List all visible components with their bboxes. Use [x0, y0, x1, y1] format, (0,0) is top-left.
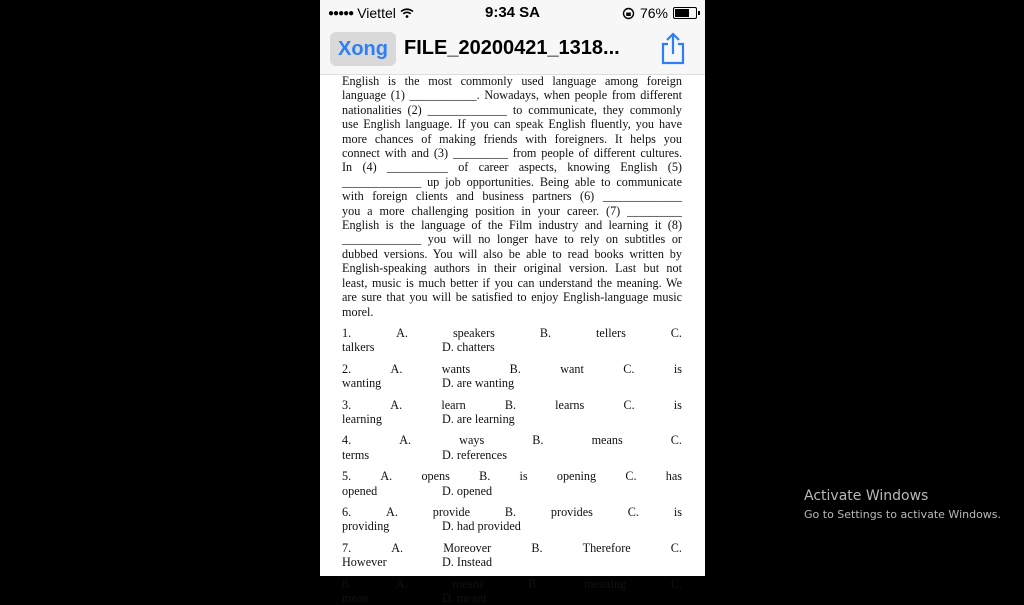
clock: 9:34 SA: [484, 4, 541, 21]
option-token: opens: [421, 469, 450, 484]
passage-line: more chances of making friends with foreigners. It helps you: [342, 131, 682, 146]
option-token: learns: [555, 397, 585, 412]
option-token: 7.: [342, 540, 352, 555]
question-options-row: [342, 398, 682, 412]
signal-dots-icon: ●●●●●: [328, 7, 354, 19]
option-token: learn: [441, 397, 466, 412]
passage-line: English is the language of the Film industry and learning it (8): [342, 218, 682, 233]
passage-line: _____________ up job opportunities. Being able to communicate: [342, 174, 682, 189]
document-content[interactable]: [342, 74, 682, 605]
nav-bar: [320, 26, 705, 75]
passage-line: connect with and (3) _________ from people of different cultures.: [342, 146, 682, 161]
option-token: provide: [432, 504, 470, 519]
battery-icon: [673, 7, 697, 19]
option-token: 1.: [342, 325, 352, 340]
question-options-row: [342, 326, 682, 340]
option-token: B.: [479, 469, 491, 484]
question-item: [342, 398, 682, 427]
option-token: D. are learning: [442, 411, 515, 426]
option-token: is: [519, 469, 528, 484]
share-icon[interactable]: [659, 32, 687, 66]
option-token: A.: [390, 361, 403, 376]
option-token: D. opened: [442, 483, 493, 498]
option-token: Moreover: [443, 540, 492, 555]
option-token: B.: [532, 433, 544, 448]
option-token: C.: [623, 361, 635, 376]
option-token: 8.: [342, 576, 352, 591]
option-token: 3.: [342, 397, 352, 412]
option-token: 6.: [342, 504, 352, 519]
option-token: has: [665, 469, 682, 484]
question-item: [342, 433, 682, 462]
option-token: meaning: [584, 576, 627, 591]
question-options-row: [342, 577, 682, 591]
passage-line: dubbed versions. You will also be able to read books written by: [342, 246, 682, 261]
reading-passage: [342, 74, 682, 319]
option-token: 4.: [342, 433, 352, 448]
question-options-row: [342, 433, 682, 447]
option-token: opening: [556, 469, 597, 484]
option-token: C.: [623, 397, 635, 412]
option-token: mean: [342, 591, 369, 605]
option-token: A.: [390, 397, 403, 412]
option-token: is: [673, 504, 682, 519]
watermark-subtitle: Go to Settings to activate Windows.: [804, 508, 1002, 521]
passage-line: English is the most commonly used language among foreign: [342, 74, 682, 88]
rotation-lock-icon: [622, 7, 635, 20]
question-options-continued: [342, 591, 682, 605]
option-token: C.: [670, 433, 682, 448]
question-options-row: [342, 541, 682, 555]
option-token: terms: [342, 447, 370, 462]
question-item: [342, 469, 682, 498]
option-token: is: [673, 361, 682, 376]
battery-percent: 76%: [639, 5, 668, 21]
option-token: C.: [670, 540, 682, 555]
option-token: However: [342, 555, 387, 570]
carrier-name: Viettel: [357, 5, 396, 21]
option-token: B.: [504, 504, 517, 519]
option-token: Therefore: [582, 540, 631, 555]
option-token: learning: [342, 411, 382, 426]
question-options-continued: [342, 555, 682, 569]
question-item: [342, 505, 682, 534]
passage-line: morel.: [342, 304, 374, 319]
option-token: ways: [459, 433, 485, 448]
option-token: is: [673, 397, 682, 412]
question-item: [342, 326, 682, 355]
option-token: means: [452, 576, 484, 591]
status-bar: [320, 0, 705, 26]
option-token: A.: [396, 325, 408, 340]
option-token: B.: [528, 576, 540, 591]
activate-windows-watermark: [804, 488, 1001, 521]
question-item: [342, 541, 682, 570]
option-token: A.: [399, 433, 412, 448]
option-token: B.: [509, 361, 521, 376]
phone-screen: [320, 0, 705, 605]
question-options-row: [342, 469, 682, 483]
question-options-continued: [342, 519, 682, 533]
option-token: providing: [342, 519, 390, 534]
question-options-continued: [342, 448, 682, 462]
option-token: A.: [395, 576, 408, 591]
question-options-continued: [342, 412, 682, 426]
passage-line: nationalities (2) _____________ to communicate, they commonly: [342, 102, 682, 117]
option-token: C.: [670, 576, 682, 591]
file-title: FILE_20200421_1318...: [404, 37, 620, 59]
option-token: provides: [550, 504, 593, 519]
passage-line: English-speaking authors in their original version. Last but not: [342, 261, 682, 276]
battery-fill: [675, 9, 689, 17]
option-token: B.: [531, 540, 543, 555]
question-options-row: [342, 362, 682, 376]
option-token: D. Instead: [442, 555, 493, 570]
option-token: wanting: [342, 376, 382, 391]
option-token: talkers: [342, 340, 375, 355]
question-list: [342, 326, 682, 605]
passage-line: language (1) ___________. Nowadays, when people from different: [342, 88, 682, 103]
option-token: opened: [342, 483, 378, 498]
option-token: C.: [670, 325, 682, 340]
passage-line: use English language. If you can speak English fluently, you have: [342, 117, 682, 132]
passage-line: are sure that you will be satisfied to enjoy English-language music: [342, 290, 682, 305]
option-token: 5.: [342, 469, 352, 484]
watermark-title: Activate Windows: [804, 488, 929, 504]
question-options-row: [342, 505, 682, 519]
option-token: wants: [441, 361, 471, 376]
option-token: A.: [391, 540, 404, 555]
done-button[interactable]: Xong: [330, 32, 396, 66]
option-token: C.: [625, 469, 637, 484]
passage-line: least, music is much better if you can understand the meaning. We: [342, 275, 682, 290]
option-token: B.: [504, 397, 517, 412]
option-token: D. chatters: [442, 340, 495, 355]
option-token: B.: [539, 325, 552, 340]
question-item: [342, 577, 682, 605]
passage-line: you a more challenging position in your career. (7) _________: [342, 203, 682, 218]
option-token: D. had provided: [442, 519, 521, 534]
option-token: D. meant: [442, 591, 487, 605]
passage-line: _____________ you will no longer have to rely on subtitles or: [342, 232, 682, 247]
option-token: A.: [386, 504, 398, 519]
option-token: D. are wanting: [442, 376, 515, 391]
option-token: D. references: [442, 447, 507, 462]
option-token: tellers: [596, 325, 626, 340]
option-token: speakers: [452, 325, 495, 340]
option-token: A.: [380, 469, 393, 484]
option-token: means: [591, 433, 623, 448]
option-token: C.: [627, 504, 639, 519]
question-options-continued: [342, 340, 682, 354]
option-token: 2.: [342, 361, 352, 376]
passage-line: In (4) __________ of career aspects, knowing English (5): [342, 160, 682, 175]
question-options-continued: [342, 484, 682, 498]
passage-line: with foreign clients and business partners (6) _____________: [342, 189, 682, 204]
question-item: [342, 362, 682, 391]
option-token: want: [560, 361, 584, 376]
question-options-continued: [342, 376, 682, 390]
